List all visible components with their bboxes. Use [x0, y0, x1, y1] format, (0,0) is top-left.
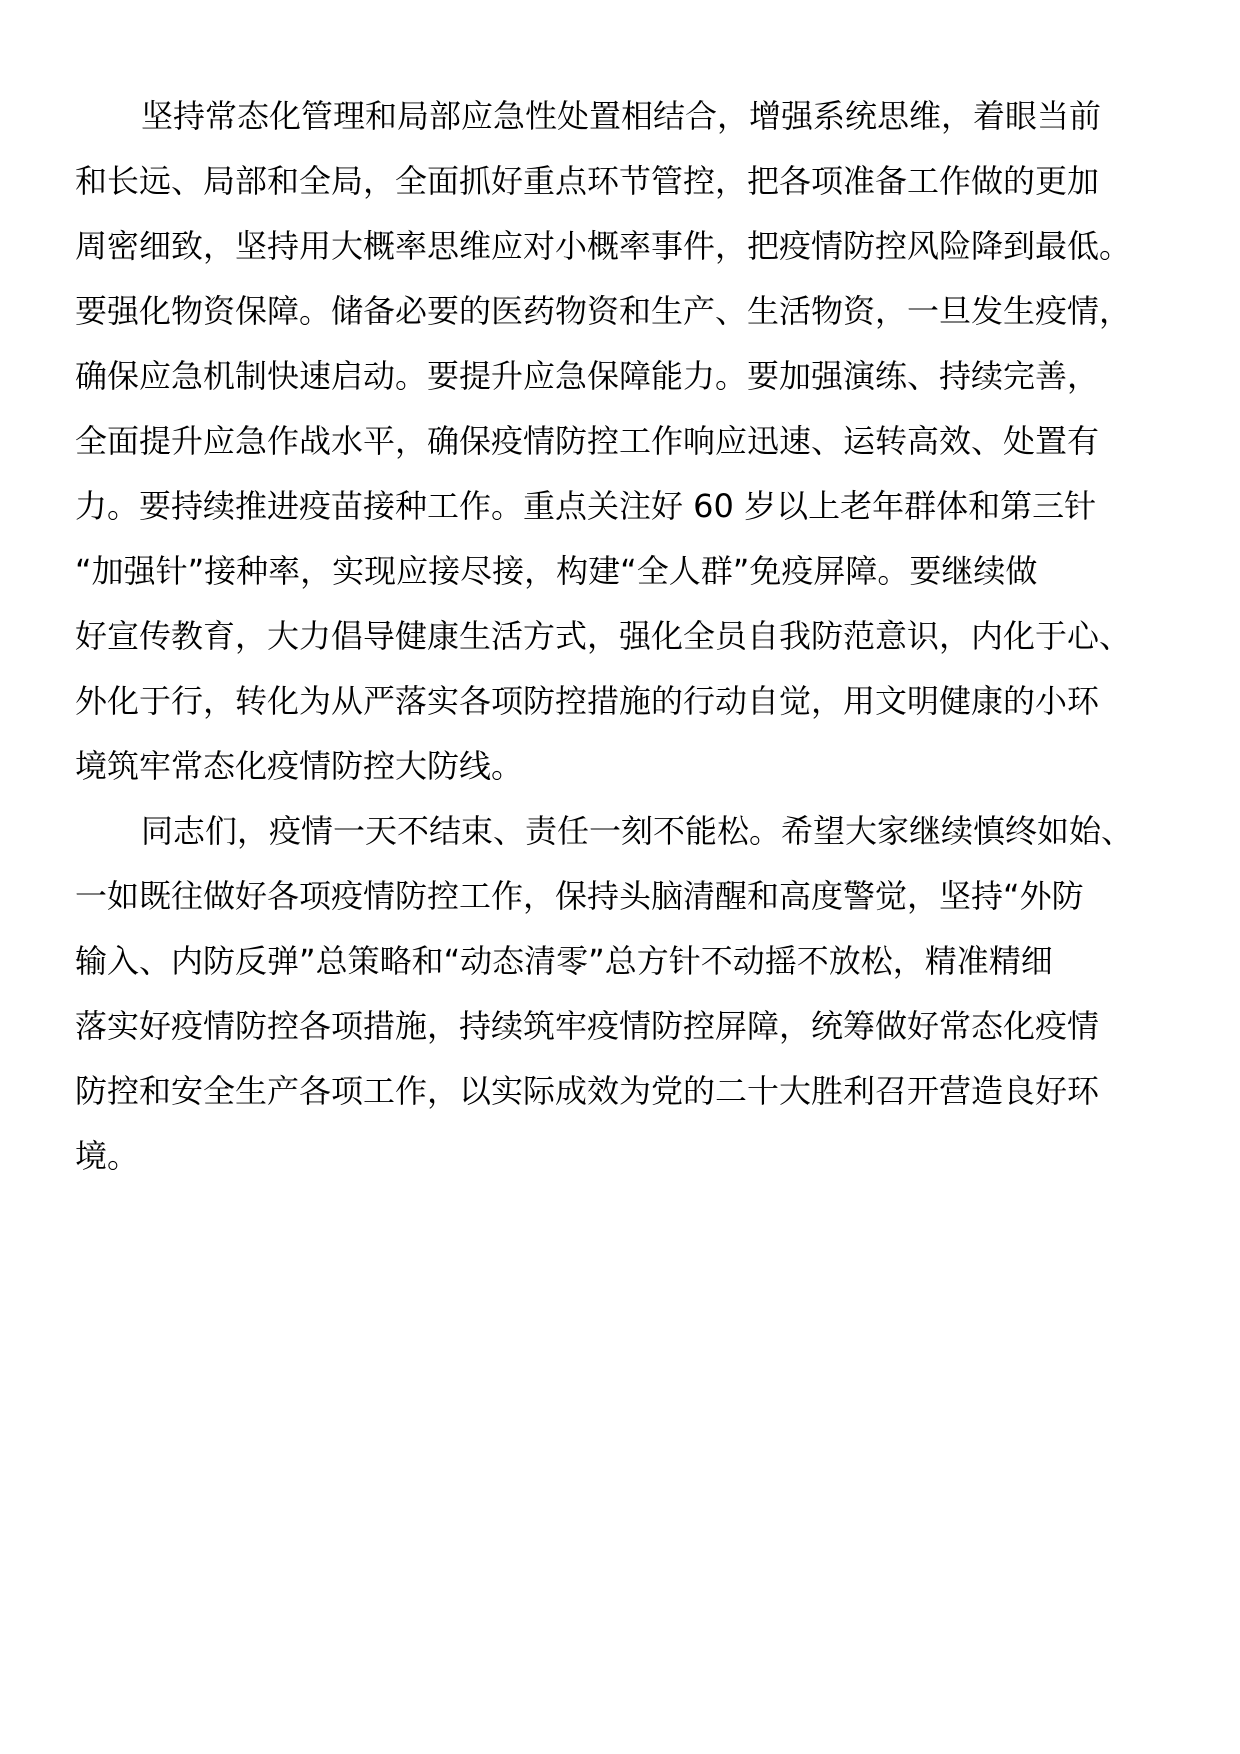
paragraph-line: 输入、内防反弹”总策略和“动态清零”总方针不动摇不放松，精准精细	[75, 942, 1053, 980]
paragraph-line: 同志们，疫情一天不结束、责任一刻不能松。希望大家继续慎终如始、	[141, 812, 1134, 850]
paragraph-1	[75, 84, 1185, 799]
paragraph-line: 力。要持续推进疫苗接种工作。重点关注好 60 岁以上老年群体和第三针	[75, 487, 1097, 525]
paragraph-line: 全面提升应急作战水平，确保疫情防控工作响应迅速、运转高效、处置有	[75, 422, 1100, 460]
paragraph-line: 确保应急机制快速启动。要提升应急保障能力。要加强演练、持续完善，	[75, 357, 1100, 395]
paragraph-line: 落实好疫情防控各项措施，持续筑牢疫情防控屏障，统筹做好常态化疫情	[75, 1007, 1100, 1045]
paragraph-line: 坚持常态化管理和局部应急性处置相结合，增强系统思维，着眼当前	[141, 97, 1102, 135]
paragraph-2	[75, 799, 1185, 1189]
paragraph-line: 周密细致，坚持用大概率思维应对小概率事件，把疫情防控风险降到最低。	[75, 227, 1132, 265]
paragraph-line: 境。	[75, 1137, 140, 1175]
paragraph-line: 境筑牢常态化疫情防控大防线。	[75, 747, 524, 785]
paragraph-line: 外化于行，转化为从严落实各项防控措施的行动自觉，用文明健康的小环	[75, 682, 1100, 720]
paragraph-line: 一如既往做好各项疫情防控工作，保持头脑清醒和高度警觉，坚持“外防	[75, 877, 1084, 915]
paragraph-line: “加强针”接种率，实现应接尽接，构建“全人群”免疫屏障。要继续做	[75, 552, 1038, 590]
paragraph-line: 要强化物资保障。储备必要的医药物资和生产、生活物资，一旦发生疫情，	[75, 292, 1132, 330]
document-body	[75, 84, 1185, 1189]
paragraph-line: 和长远、局部和全局，全面抓好重点环节管控，把各项准备工作做的更加	[75, 162, 1100, 200]
paragraph-line: 好宣传教育，大力倡导健康生活方式，强化全员自我防范意识，内化于心、	[75, 617, 1132, 655]
paragraph-line: 防控和安全生产各项工作，以实际成效为党的二十大胜利召开营造良好环	[75, 1072, 1100, 1110]
